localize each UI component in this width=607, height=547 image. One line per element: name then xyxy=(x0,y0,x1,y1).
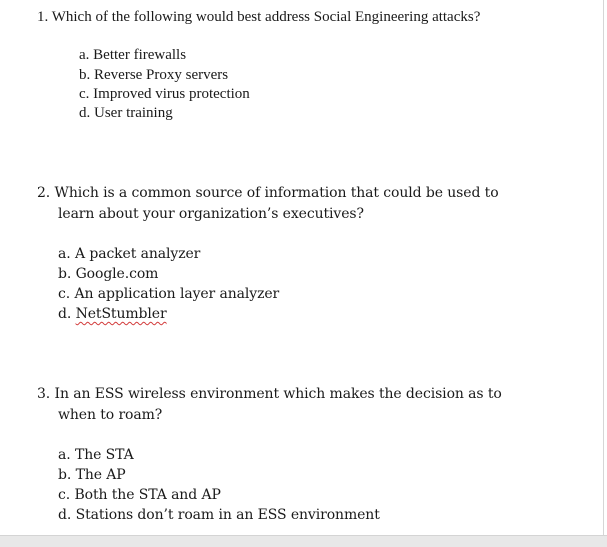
question-2-option-b xyxy=(58,266,158,282)
question-3-option-d xyxy=(58,507,380,523)
question-3-option-b xyxy=(58,467,126,483)
question-2-option-c xyxy=(58,286,279,302)
option-letter: d. xyxy=(79,105,91,121)
question-2-option-a xyxy=(58,246,200,262)
option-letter: a. xyxy=(58,447,71,463)
question-1-text: Which of the following would best address Social Engineering attacks? xyxy=(51,9,481,25)
option-letter: b. xyxy=(79,67,91,83)
option-text: Google.com xyxy=(75,266,159,282)
option-text: Stations don’t roam in an ESS environment xyxy=(75,507,380,523)
option-letter: b. xyxy=(58,266,72,282)
question-3-text-line2: when to roam? xyxy=(58,407,163,423)
option-text: Both the STA and AP xyxy=(74,487,221,503)
question-3-option-a xyxy=(58,447,134,463)
question-2 xyxy=(37,185,499,201)
question-2-option-d xyxy=(58,306,167,322)
option-text: Improved virus protection xyxy=(93,86,250,102)
option-text: Better firewalls xyxy=(93,47,187,63)
option-letter: c. xyxy=(79,86,90,102)
question-1-option-a xyxy=(79,47,186,64)
question-1-option-d xyxy=(79,105,173,122)
option-letter: c. xyxy=(58,487,71,503)
question-1-option-b xyxy=(79,67,228,84)
question-2-text-line1: Which is a common source of information that could be used to xyxy=(54,185,499,201)
option-letter: c. xyxy=(58,286,71,302)
option-letter: b. xyxy=(58,467,72,483)
option-letter: a. xyxy=(79,47,90,63)
question-3 xyxy=(37,386,502,402)
question-3-option-c xyxy=(58,487,221,503)
question-1-number: 1. xyxy=(37,9,49,25)
spellcheck-flagged-word[interactable]: NetStumbler xyxy=(75,306,167,322)
option-letter: d. xyxy=(58,507,72,523)
option-text: An application layer analyzer xyxy=(74,286,280,302)
option-text: A packet analyzer xyxy=(74,246,201,262)
question-2-number: 2. xyxy=(37,185,51,201)
page-edge xyxy=(603,0,604,535)
question-3-text-line1: In an ESS wireless environment which makes the decision as to xyxy=(54,386,502,402)
question-1-option-c xyxy=(79,86,250,103)
question-3-number: 3. xyxy=(37,386,51,402)
option-letter: a. xyxy=(58,246,71,262)
option-text: The AP xyxy=(75,467,126,483)
option-text: Reverse Proxy servers xyxy=(94,67,229,83)
option-text: User training xyxy=(94,105,173,121)
option-letter: d. xyxy=(58,306,72,322)
horizontal-scrollbar-area[interactable] xyxy=(0,535,607,547)
option-text: The STA xyxy=(74,447,134,463)
question-2-text-line2: learn about your organization’s executives? xyxy=(58,206,364,222)
question-1 xyxy=(37,9,480,26)
